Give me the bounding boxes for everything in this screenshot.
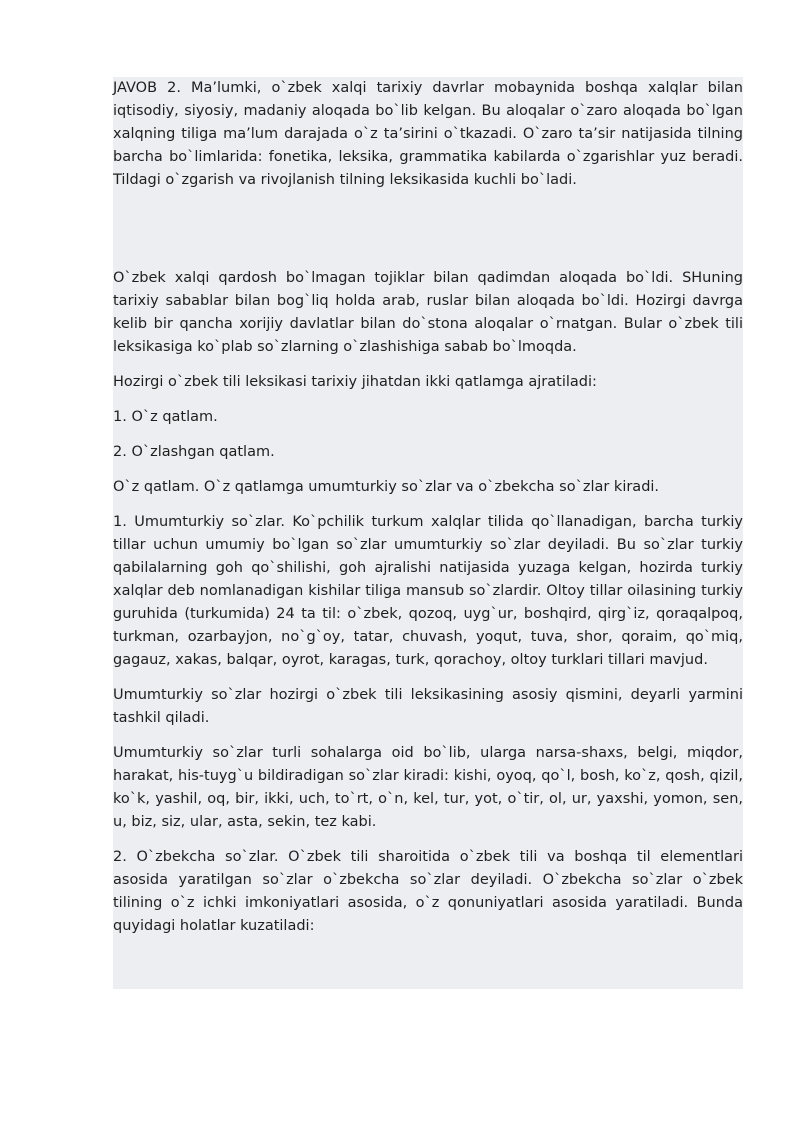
paragraph-common-turkic: 1. Umumturkiy so`zlar. Ko`pchilik turkum xalqlar tilida qo`llanadigan, barcha turkiy tillar uchun umumiy bo`lgan so`zlar umumturkiy so`zlar deyiladi. Bu so`zlar turkiy qabilalarning goh qo`shilishi, goh ajralishi natijasida yuzaga kelgan, hozirda turkiy xalqlar deb nomlanadigan kishilar tiliga mansub so`zlardir. Oltoy tillar oilasining turkiy guruhida (turkumida) 24 ta til: o`zbek, qozoq, uyg`ur, boshqird, qirg`iz, qoraqalpoq, turkman, ozarbayjon, no`g`oy, tatar, chuvash, yoqut, tuva, shor, qoraim, qo`miq, gagauz, xakas, balqar, oyrot, karagas, turk, qorachoy, oltoy turklari tillari mavjud. — [113, 514, 743, 668]
paragraph-intro: JAVOB 2. Ma’lumki, o`zbek xalqi tarixiy davrlar mobaynida boshqa xalqlar bilan iqtisodiy, siyosiy, madaniy aloqada bo`lib kelgan. Bu aloqalar o`zaro aloqada bo`lgan xalqning tiliga ma’lum darajada o`z ta’sirini o`tkazadi. O`zaro ta’sir natijasida tilning barcha bo`limlarida: fonetika, leksika, grammatika kabilarda o`zgarishlar yuz beradi. Tildagi o`zgarish va rivojlanish tilning leksikasida kuchli bo`ladi. — [113, 80, 743, 188]
text-block-main — [113, 267, 743, 989]
paragraph-uzbek-words: 2. O`zbekcha so`zlar. O`zbek tili sharoitida o`zbek tili va boshqa til elementlari asosida yaratilgan so`zlar o`zbekcha so`zlar deyiladi. O`zbekcha so`zlar o`zbek tilining o`z ichki imkoniyatlari asosida, o`z qonuniyatlari asosida yaratiladi. Bunda quyidagi holatlar kuzatiladi: — [113, 849, 743, 934]
paragraph-common-turkic-share: Umumturkiy so`zlar hozirgi o`zbek tili leksikasining asosiy qismini, deyarli yarmini tashkil qiladi. — [113, 687, 743, 726]
paragraph-history: O`zbek xalqi qardosh bo`lmagan tojiklar bilan qadimdan aloqada bo`ldi. SHuning tarixiy sabablar bilan bog`liq holda arab, ruslar bilan aloqada bo`ldi. Hozirgi davrga kelib bir qancha xorijiy davlatlar bilan do`stona aloqalar o`rnatgan. Bular o`zbek tili leksikasiga ko`plab so`zlarning o`zlashishiga sabab bo`lmoqda. — [113, 270, 743, 355]
list-item-borrowed-layer: 2. O`zlashgan qatlam. — [113, 444, 275, 460]
paragraph-own-layer: O`z qatlam. O`z qatlamga umumturkiy so`zlar va o`zbekcha so`zlar kiradi. — [113, 479, 660, 495]
paragraph-layers-intro: Hozirgi o`zbek tili leksikasi tarixiy jihatdan ikki qatlamga ajratiladi: — [113, 374, 597, 390]
text-block-top — [113, 77, 743, 219]
list-item-own-layer: 1. O`z qatlam. — [113, 409, 218, 425]
text-block-gap — [113, 219, 743, 267]
paragraph-common-turkic-examples: Umumturkiy so`zlar turli sohalarga oid bo`lib, ularga narsa-shaxs, belgi, miqdor, harakat, his-tuyg`u bildiradigan so`zlar kiradi: kishi, oyoq, qo`l, bosh, ko`z, qosh, qizil, ko`k, yashil, oq, bir, ikki, uch, to`rt, o`n, kel, tur, yot, o`tir, ol, ur, yaxshi, yomon, sen, u, biz, siz, ular, asta, sekin, tez kabi. — [113, 745, 743, 830]
